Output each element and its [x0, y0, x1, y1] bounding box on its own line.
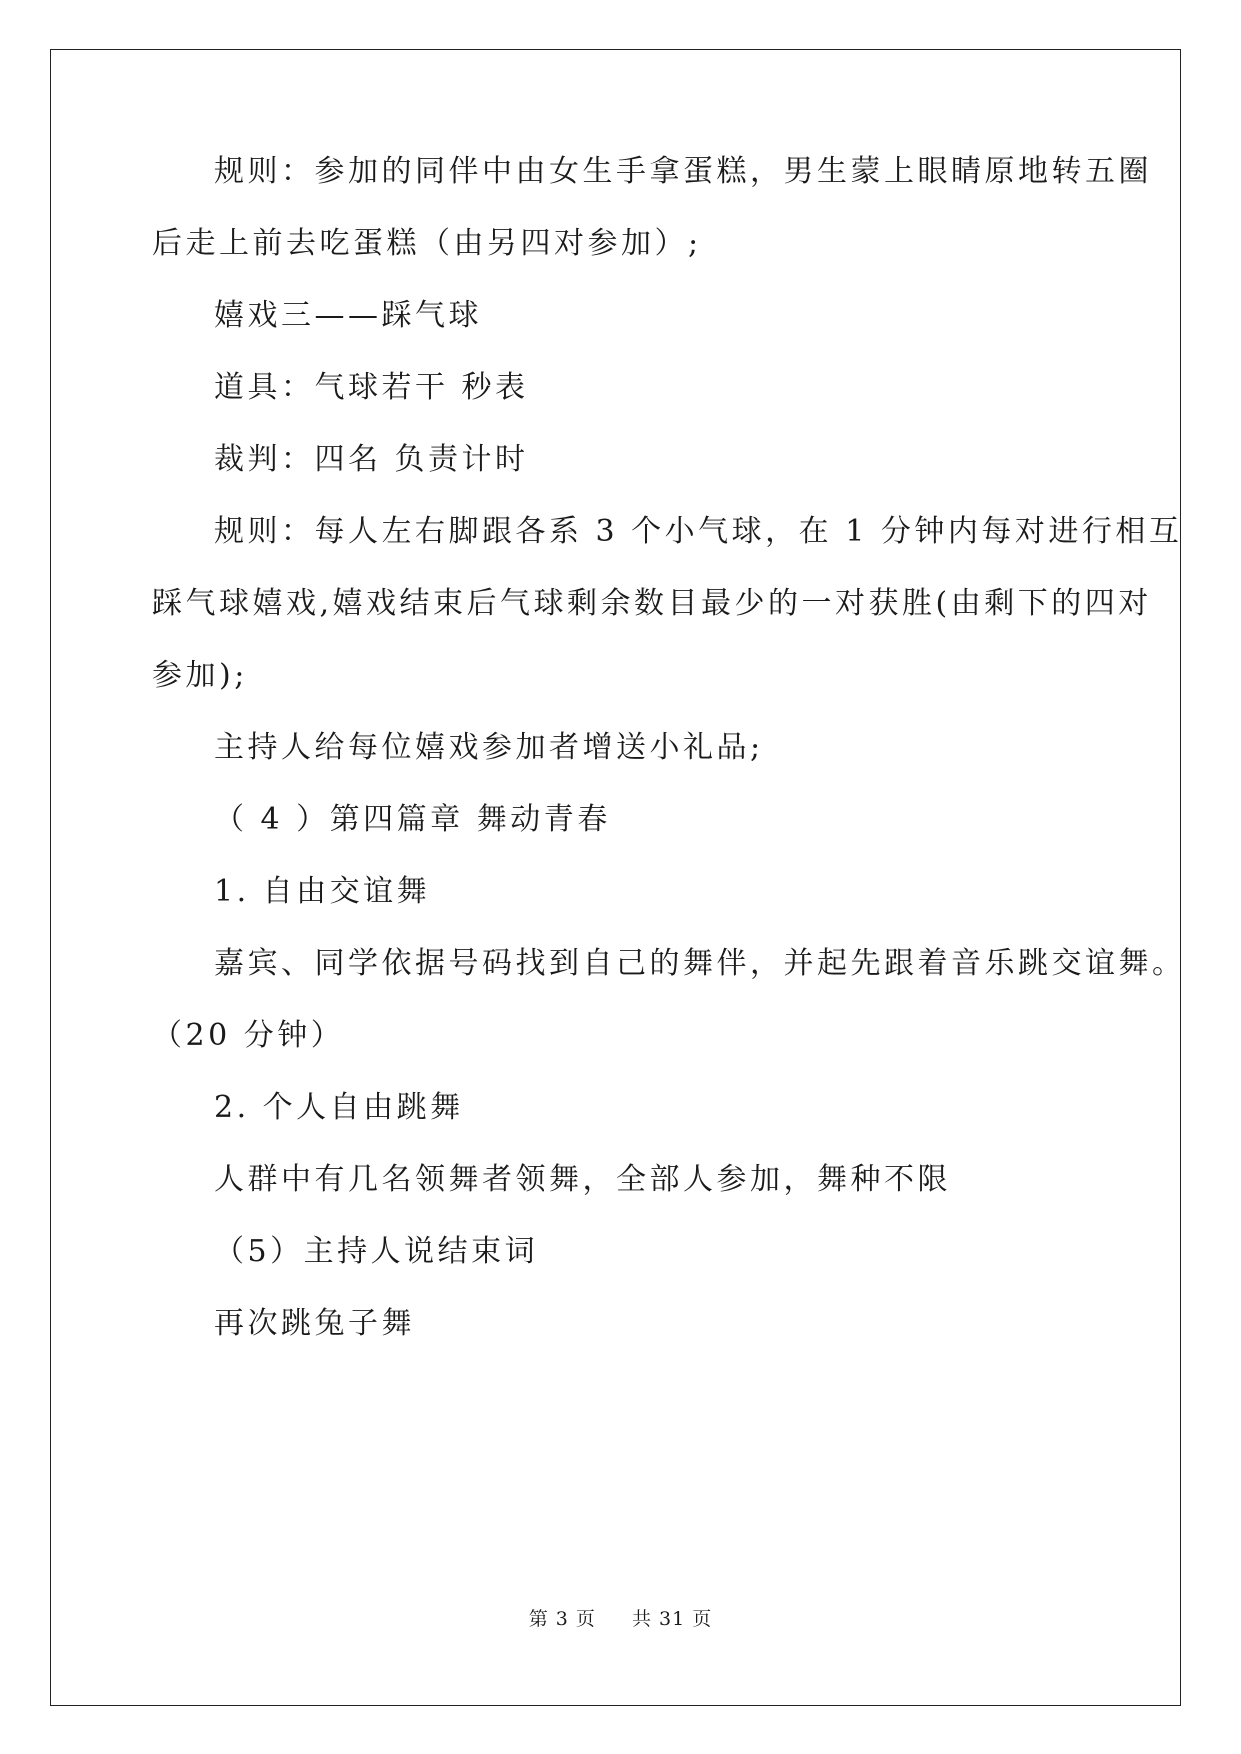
- paragraph-line: 嬉戏三——踩气球: [214, 298, 482, 333]
- paragraph-line: （20 分钟）: [152, 1018, 345, 1053]
- page-number: 第 3 页: [528, 1608, 596, 1630]
- page-footer: [0, 1607, 1241, 1631]
- paragraph-line: 规则：参加的同伴中由女生手拿蛋糕，男生蒙上眼睛原地转五圈: [214, 154, 1152, 189]
- paragraph-line: 主持人给每位嬉戏参加者增送小礼品;: [214, 730, 764, 765]
- paragraph-line: 道具：气球若干 秒表: [214, 370, 529, 405]
- paragraph-line: 人群中有几名领舞者领舞，全部人参加，舞种不限: [214, 1162, 951, 1197]
- paragraph-line: 规则：每人左右脚跟各系 3 个小气球，在 1 分钟内每对进行相互: [214, 514, 1183, 549]
- paragraph-line: 再次跳兔子舞: [214, 1306, 415, 1341]
- section-heading: （ 4 ）第四篇章 舞动青春: [214, 802, 611, 837]
- paragraph-line: 参加);: [152, 658, 248, 693]
- paragraph-line: 后走上前去吃蛋糕（由另四对参加）;: [152, 226, 702, 261]
- section-heading: （5）主持人说结束词: [214, 1234, 539, 1269]
- list-item-heading: 2. 个人自由跳舞: [214, 1090, 464, 1125]
- list-item-heading: 1. 自由交谊舞: [214, 874, 431, 909]
- paragraph-line: 踩气球嬉戏,嬉戏结束后气球剩余数目最少的一对获胜(由剩下的四对: [152, 586, 1152, 621]
- paragraph-line: 嘉宾、同学依据号码找到自己的舞伴，并起先跟着音乐跳交谊舞。: [214, 946, 1186, 981]
- paragraph-line: 裁判：四名 负责计时: [214, 442, 529, 477]
- page-total: 共 31 页: [632, 1608, 713, 1630]
